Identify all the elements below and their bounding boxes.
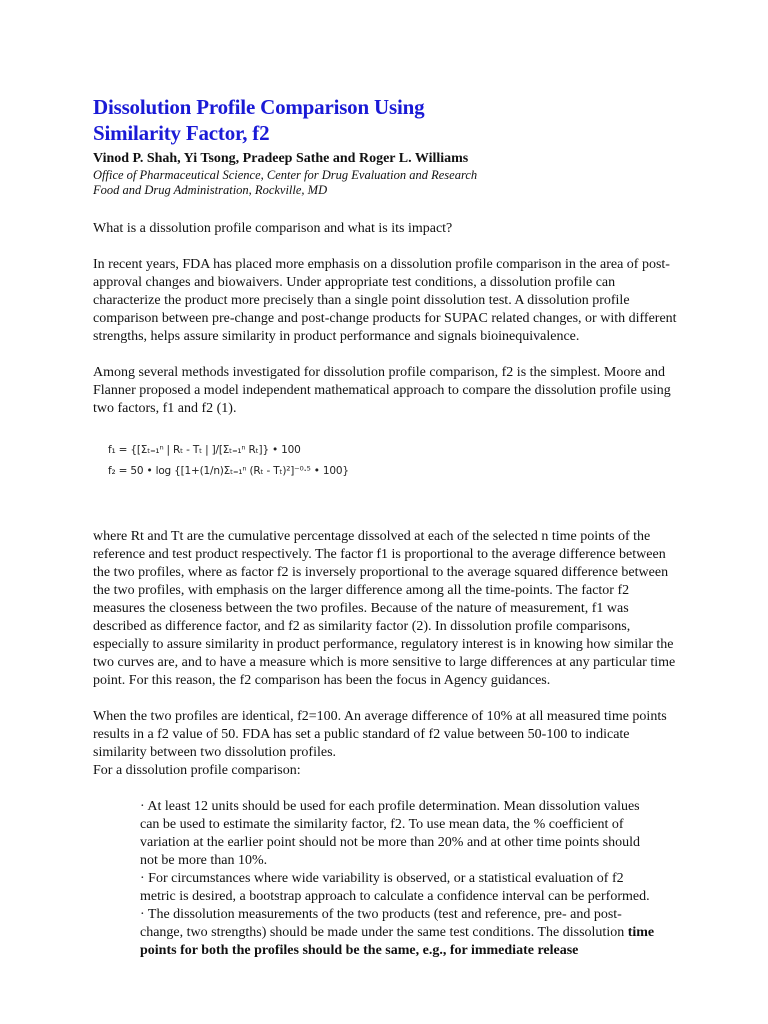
document-title — [93, 94, 683, 146]
affiliation-line-1: Office of Pharmaceutical Science, Center for Drug Evaluation and Research — [93, 168, 478, 182]
bullet-item-3-text: · The dissolution measurements of the two products (test and reference, pre- and post-change, two strengths) should be made under the same test conditions. The dissolution — [140, 907, 625, 940]
paragraph-4b: For a dissolution profile comparison: — [93, 763, 301, 778]
formula-f2: f₂ = 50 • log {[1+(1/n)Σₜ₌₁ⁿ (Rₜ - Tₜ)²]⁻⁰·⁵ • 100} — [108, 465, 349, 477]
bullet-item-3 — [140, 906, 660, 960]
document-page — [93, 94, 683, 960]
paragraph-2: Among several methods investigated for dissolution profile comparison, f2 is the simplest. Moore and Flanner proposed a model independent mathematical approach to compare the dissolution profile using two factors, f1 and f2 (1). — [93, 365, 671, 416]
paragraph-1: In recent years, FDA has placed more emphasis on a dissolution profile comparison in the area of post-approval changes and biowaivers. Under appropriate test conditions, a dissolution profile can characterize the product more precisely than a single point dissolution test. A dissolution profile comparison between pre-change and post-change products for SUPAC related changes, or with different strengths, helps assure similarity in product performance and signals bioinequivalence. — [93, 257, 677, 344]
bullet-list — [140, 798, 660, 960]
authors: Vinod P. Shah, Yi Tsong, Pradeep Sathe and Roger L. Williams — [93, 151, 469, 166]
bullet-item-3-bold-text: time points for both the profiles should be the same, e.g., for immediate release — [140, 925, 655, 958]
formula-f1: f₁ = {[Σₜ₌₁ⁿ | Rₜ - Tₜ | ]/[Σₜ₌₁ⁿ Rₜ]} • 100 — [108, 444, 301, 456]
title-line-2: Similarity Factor, f2 — [93, 121, 270, 145]
bullet-item-1: · At least 12 units should be used for each profile determination. Mean dissolution values can be used to estimate the similarity factor, f2. To use mean data, the % coefficient of variation at the earlier point should not be more than 20% and at other time points should not be more than 10%. — [140, 799, 640, 868]
formula-image — [108, 444, 368, 488]
paragraph-4: When the two profiles are identical, f2=100. An average difference of 10% at all measured time points results in a f2 value of 50. FDA has set a public standard of f2 value between 50-100 to indicate similarity between two dissolution profiles. — [93, 709, 667, 760]
intro-question: What is a dissolution profile comparison and what is its impact? — [93, 221, 453, 236]
affiliation-line-2: Food and Drug Administration, Rockville, MD — [93, 183, 328, 197]
bullet-item-2: · For circumstances where wide variability is observed, or a statistical evaluation of f2 metric is desired, a bootstrap approach to calculate a confidence interval can be performed. — [140, 871, 650, 904]
title-line-1: Dissolution Profile Comparison Using — [93, 95, 425, 119]
affiliation — [93, 168, 683, 198]
paragraph-3: where Rt and Tt are the cumulative percentage dissolved at each of the selected n time points of the reference and test product respectively. The factor f1 is proportional to the average difference between the two profiles, where as factor f2 is inversely proportional to the average squared difference between the two profiles, with emphasis on the larger difference among all the time-points. The factor f2 measures the closeness between the two profiles. Because of the nature of measurement, f1 was described as difference factor, and f2 as similarity factor (2). In dissolution profile comparisons, especially to assure similarity in product performance, regulatory interest is in knowing how similar the two curves are, and to have a measure which is more sensitive to large differences at any particular time point. For this reason, the f2 comparison has been the focus in Agency guidances. — [93, 529, 676, 688]
